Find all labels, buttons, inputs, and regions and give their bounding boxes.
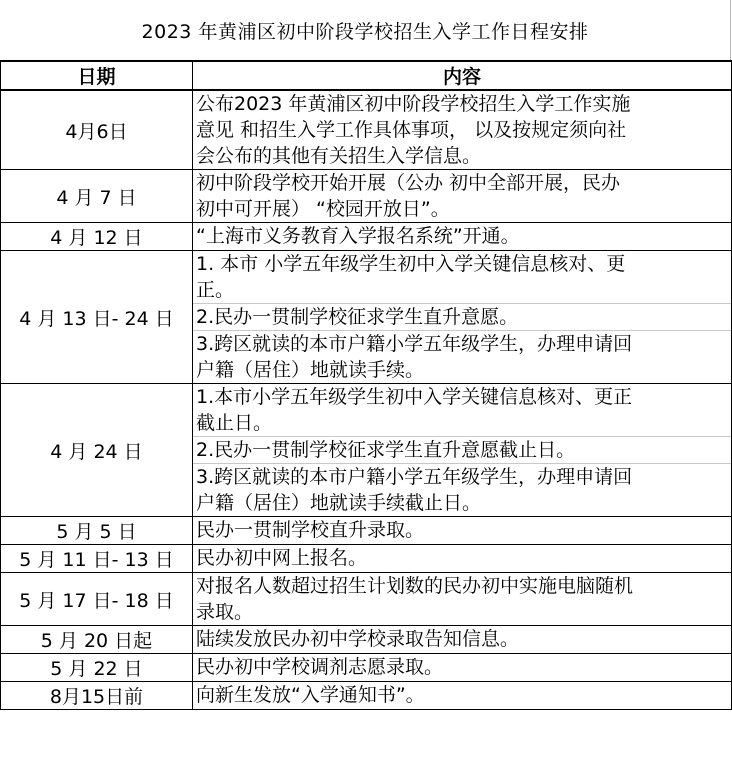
date-cell: 8月15日前 bbox=[1, 682, 193, 710]
content-line: 陆续发放民办初中学校录取告知信息。 bbox=[196, 628, 520, 650]
content-cell bbox=[193, 545, 732, 573]
content-line: 3.跨区就读的本市户籍小学五年级学生，办理申请回 bbox=[196, 333, 633, 355]
content-cell bbox=[193, 251, 732, 384]
table-row bbox=[1, 384, 732, 517]
content-item bbox=[193, 626, 731, 652]
date-cell: 5 月 22 日 bbox=[1, 654, 193, 682]
table-row bbox=[1, 654, 732, 682]
date-cell: 4 月 7 日 bbox=[1, 170, 193, 223]
content-item bbox=[193, 682, 731, 708]
date-cell: 4 月 24 日 bbox=[1, 384, 193, 517]
date-cell: 4 月 12 日 bbox=[1, 223, 193, 251]
content-line: 3.跨区就读的本市户籍小学五年级学生，办理申请回 bbox=[196, 466, 633, 488]
table-row bbox=[1, 517, 732, 545]
content-line: 向新生发放“入学通知书”。 bbox=[196, 684, 425, 706]
content-item bbox=[193, 331, 731, 383]
content-line: 民办初中网上报名。 bbox=[196, 547, 368, 569]
content-cell bbox=[193, 654, 732, 682]
content-item bbox=[193, 251, 731, 304]
content-cell bbox=[193, 517, 732, 545]
content-item bbox=[193, 304, 731, 331]
content-line: 对报名人数超过招生计划数的民办初中实施电脑随机 bbox=[196, 575, 634, 597]
table-row bbox=[1, 545, 732, 573]
content-line: 截止日。 bbox=[196, 412, 273, 434]
content-item bbox=[193, 573, 731, 625]
content-line: 公布2023 年黄浦区初中阶段学校招生入学工作实施 bbox=[196, 93, 631, 115]
content-item bbox=[193, 654, 731, 680]
content-line: 初中阶段学校开始开展（公办 初中全部开展，民办 bbox=[196, 172, 621, 194]
content-line: 录取。 bbox=[196, 601, 254, 623]
content-cell bbox=[193, 90, 732, 170]
content-line: 正。 bbox=[196, 279, 235, 301]
table-row bbox=[1, 90, 732, 170]
content-line: 1. 本市 小学五年级学生初中入学关键信息核对、更 bbox=[196, 253, 626, 275]
content-item bbox=[193, 384, 731, 437]
content-item bbox=[193, 223, 731, 249]
content-line: 初中可开展） “校园开放日”。 bbox=[196, 198, 450, 220]
date-cell: 5 月 5 日 bbox=[1, 517, 193, 545]
content-line: 会公布的其他有关招生入学信息。 bbox=[196, 145, 482, 167]
content-item bbox=[193, 437, 731, 464]
date-cell: 5 月 17 日- 18 日 bbox=[1, 573, 193, 626]
content-item bbox=[193, 517, 731, 543]
table-row bbox=[1, 573, 732, 626]
content-item bbox=[193, 545, 731, 571]
content-line: 意见 和招生入学工作具体事项， 以及按规定须向社 bbox=[196, 119, 627, 141]
header-date: 日期 bbox=[1, 61, 193, 90]
header-content: 内容 bbox=[193, 61, 732, 90]
header-row bbox=[1, 61, 732, 90]
table-row bbox=[1, 626, 732, 654]
content-cell bbox=[193, 223, 732, 251]
content-cell bbox=[193, 573, 732, 626]
content-item bbox=[193, 91, 731, 169]
content-item bbox=[193, 170, 731, 222]
table-body bbox=[1, 90, 732, 710]
content-line: 民办初中学校调剂志愿录取。 bbox=[196, 656, 444, 678]
content-cell bbox=[193, 170, 732, 223]
content-line: 民办一贯制学校直升录取。 bbox=[196, 519, 425, 541]
date-cell: 4月6日 bbox=[1, 90, 193, 170]
page-title: 2023 年黄浦区初中阶段学校招生入学工作日程安排 bbox=[0, 0, 731, 60]
content-cell bbox=[193, 626, 732, 654]
date-cell: 4 月 13 日- 24 日 bbox=[1, 251, 193, 384]
content-line: 户籍（居住）地就读手续。 bbox=[196, 359, 425, 381]
content-line: 2.民办一贯制学校征求学生直升意愿截止日。 bbox=[196, 439, 576, 461]
content-cell bbox=[193, 384, 732, 517]
content-cell bbox=[193, 682, 732, 710]
schedule-table bbox=[0, 60, 732, 710]
date-cell: 5 月 20 日起 bbox=[1, 626, 193, 654]
content-line: 2.民办一贯制学校征求学生直升意愿。 bbox=[196, 306, 519, 328]
content-line: 户籍（居住）地就读手续截止日。 bbox=[196, 492, 482, 514]
table-row bbox=[1, 223, 732, 251]
date-cell: 5 月 11 日- 13 日 bbox=[1, 545, 193, 573]
content-item bbox=[193, 464, 731, 516]
table-row bbox=[1, 682, 732, 710]
table-row bbox=[1, 170, 732, 223]
table-row bbox=[1, 251, 732, 384]
content-line: 1.本市小学五年级学生初中入学关键信息核对、更正 bbox=[196, 386, 633, 408]
content-line: “上海市义务教育入学报名系统”开通。 bbox=[196, 225, 520, 247]
